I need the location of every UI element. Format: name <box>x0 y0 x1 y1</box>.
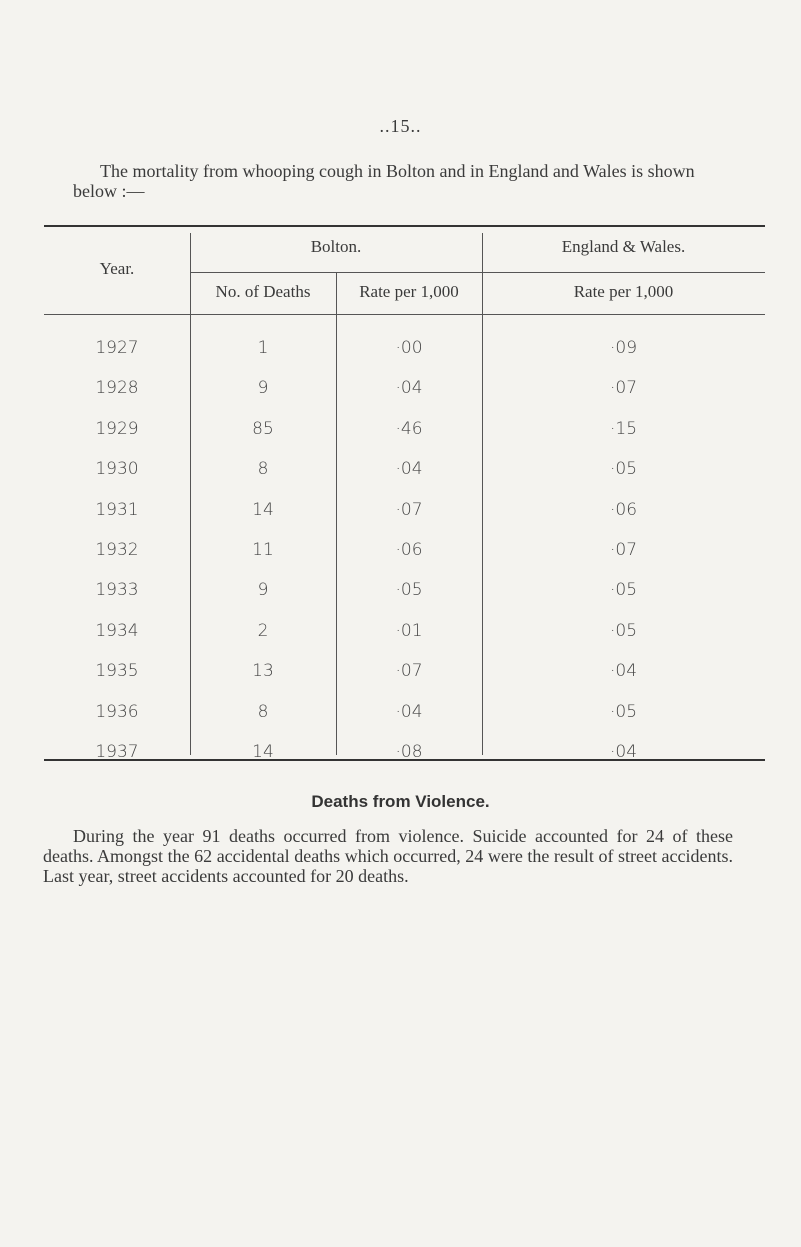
cell-deaths: 9 <box>257 580 269 601</box>
header-bolton-deaths: No. of Deaths <box>215 282 311 301</box>
mortality-table <box>44 225 765 773</box>
section-heading: Deaths from Violence. <box>311 792 490 811</box>
cell-deaths: 85 <box>252 418 274 439</box>
cell-ew-rate: ·07 <box>609 378 638 399</box>
cell-ew-rate: ·06 <box>609 499 638 520</box>
cell-ew-rate: ·04 <box>609 742 638 762</box>
cell-year: 1929 <box>95 418 139 439</box>
cell-year: 1928 <box>95 378 139 399</box>
table-top-rule <box>44 225 765 227</box>
cell-deaths: 14 <box>252 742 274 762</box>
cell-year: 1931 <box>95 499 139 520</box>
cell-year: 1933 <box>95 580 139 601</box>
cell-bolton-rate: ·46 <box>395 418 423 439</box>
cell-year: 1930 <box>95 459 139 480</box>
cell-year: 1934 <box>95 620 139 641</box>
cell-deaths: 11 <box>252 540 274 560</box>
cell-ew-rate: ·05 <box>609 459 638 480</box>
page-number: ..15.. <box>379 116 422 136</box>
cell-bolton-rate: ·06 <box>395 540 423 560</box>
cell-bolton-rate: ·07 <box>395 661 423 682</box>
cell-deaths: 9 <box>257 378 269 399</box>
header-england-wales: England & Wales. <box>561 237 686 256</box>
cell-ew-rate: ·15 <box>609 418 638 439</box>
cell-year: 1927 <box>95 338 139 358</box>
header-bolton: Bolton. <box>310 237 362 256</box>
cell-ew-rate: ·05 <box>609 620 638 641</box>
cell-ew-rate: ·05 <box>609 580 638 601</box>
cell-deaths: 8 <box>257 459 269 480</box>
cell-year: 1936 <box>95 701 139 722</box>
cell-ew-rate: ·07 <box>609 540 638 560</box>
cell-deaths: 14 <box>252 499 274 520</box>
intro-paragraph: The mortality from whooping cough in Bolton and in England and Wales is shown below :— <box>73 161 695 201</box>
cell-deaths: 2 <box>257 620 269 641</box>
cell-year: 1935 <box>95 661 139 682</box>
cell-ew-rate: ·09 <box>609 338 638 358</box>
header-bottom-rule <box>44 314 765 315</box>
cell-bolton-rate: ·04 <box>395 459 423 480</box>
cell-bolton-rate: ·01 <box>395 620 423 641</box>
header-year: Year. <box>99 259 135 278</box>
cell-bolton-rate: ·07 <box>395 499 423 520</box>
cell-deaths: 8 <box>257 701 269 722</box>
header-sub-rule <box>190 272 765 273</box>
cell-ew-rate: ·04 <box>609 661 638 682</box>
cell-ew-rate: ·05 <box>609 701 638 722</box>
cell-deaths: 13 <box>252 661 274 682</box>
cell-year: 1932 <box>95 540 139 560</box>
cell-bolton-rate: ·04 <box>395 701 423 722</box>
cell-year: 1937 <box>95 742 139 762</box>
cell-deaths: 1 <box>257 338 269 358</box>
cell-bolton-rate: ·05 <box>395 580 423 601</box>
cell-bolton-rate: ·04 <box>395 378 423 399</box>
cell-bolton-rate: ·08 <box>395 742 423 762</box>
violence-paragraph: During the year 91 deaths occurred from violence. Suicide accounted for 24 of these deaths. Amongst the 62 accidental deaths which occurred, 24 were the result of street accidents. Last year, street accidents accounted for 20 deaths. <box>43 826 733 886</box>
header-ew-rate: Rate per 1,000 <box>573 282 674 301</box>
header-bolton-rate: Rate per 1,000 <box>359 282 459 301</box>
cell-bolton-rate: ·00 <box>395 338 423 358</box>
